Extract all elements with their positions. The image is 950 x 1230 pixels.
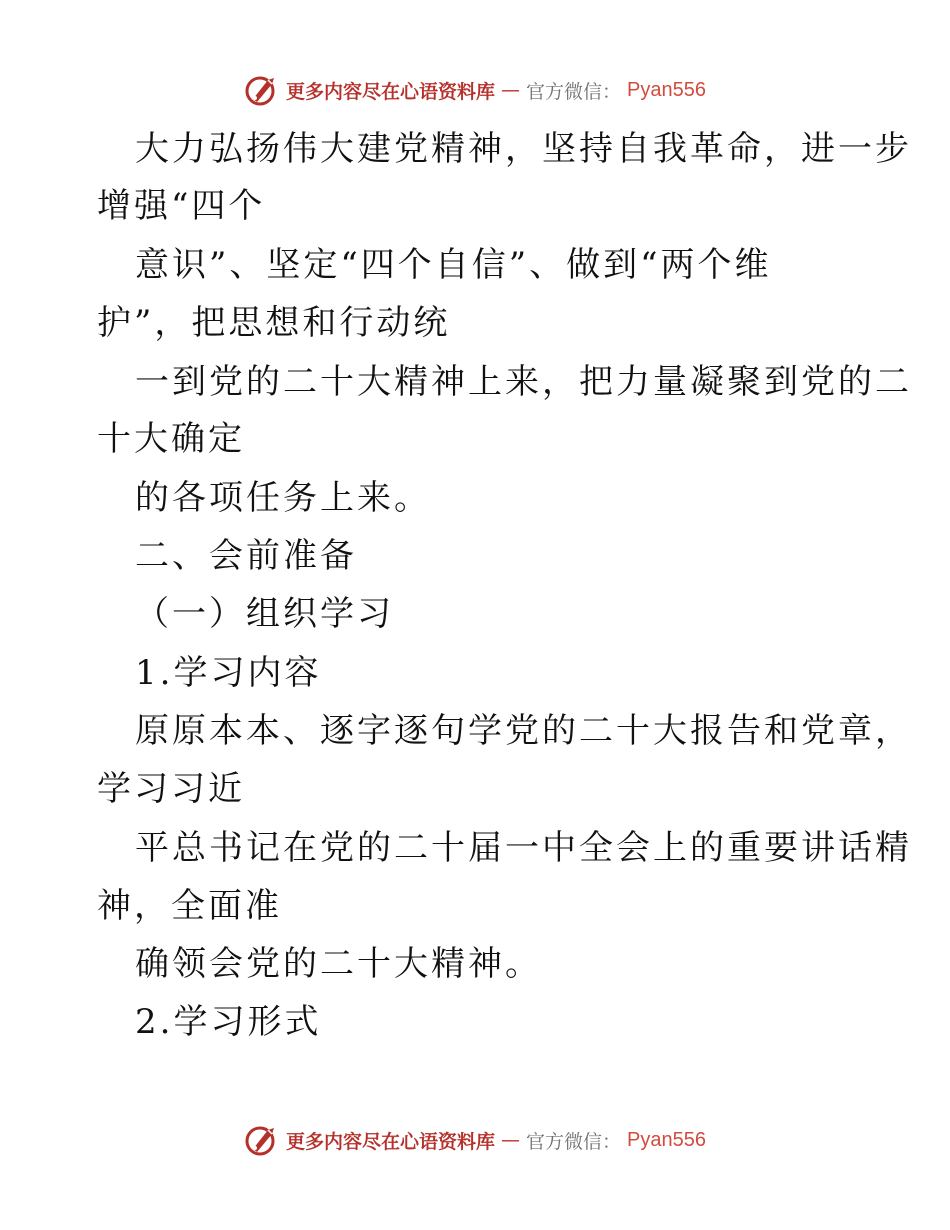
header-wechat-label: 官方微信： xyxy=(526,80,622,103)
body-line: 一到党的二十大精神上来，把力量凝聚到党的二 xyxy=(135,362,912,402)
body-line: 学习习近 xyxy=(97,769,245,809)
header-wechat-id: Pyan556 xyxy=(627,78,706,101)
pen-logo-icon xyxy=(244,72,280,108)
footer-wechat-id: Pyan556 xyxy=(627,1128,706,1151)
body-line: 护”，把思想和行动统 xyxy=(97,303,451,343)
body-line: 意识”、坚定“四个自信”、做到“两个维 xyxy=(135,245,772,285)
section-heading: 二、会前准备 xyxy=(135,536,357,576)
body-line: 的各项任务上来。 xyxy=(135,478,431,518)
item-heading: 2.学习形式 xyxy=(135,1002,322,1042)
header-dash: — xyxy=(501,79,521,101)
body-line: 十大确定 xyxy=(97,419,245,459)
footer-banner xyxy=(0,1118,950,1162)
header-banner xyxy=(0,68,950,112)
body-line: 增强“四个 xyxy=(97,186,266,226)
header-promo-text: 更多内容尽在心语资料库 xyxy=(286,80,496,103)
body-line: 神，全面准 xyxy=(97,886,282,926)
item-heading: 1.学习内容 xyxy=(135,653,322,693)
body-line: 确领会党的二十大精神。 xyxy=(135,944,542,984)
body-line: 大力弘扬伟大建党精神，坚持自我革命，进一步 xyxy=(135,129,912,169)
pen-logo-icon xyxy=(244,1122,280,1158)
body-line: 平总书记在党的二十届一中全会上的重要讲话精 xyxy=(135,828,912,868)
footer-dash: — xyxy=(501,1129,521,1151)
footer-promo-text: 更多内容尽在心语资料库 xyxy=(286,1130,496,1153)
subsection-heading: （一）组织学习 xyxy=(135,594,394,634)
body-line: 原原本本、逐字逐句学党的二十大报告和党章， xyxy=(135,711,912,751)
footer-wechat-label: 官方微信： xyxy=(526,1130,622,1153)
